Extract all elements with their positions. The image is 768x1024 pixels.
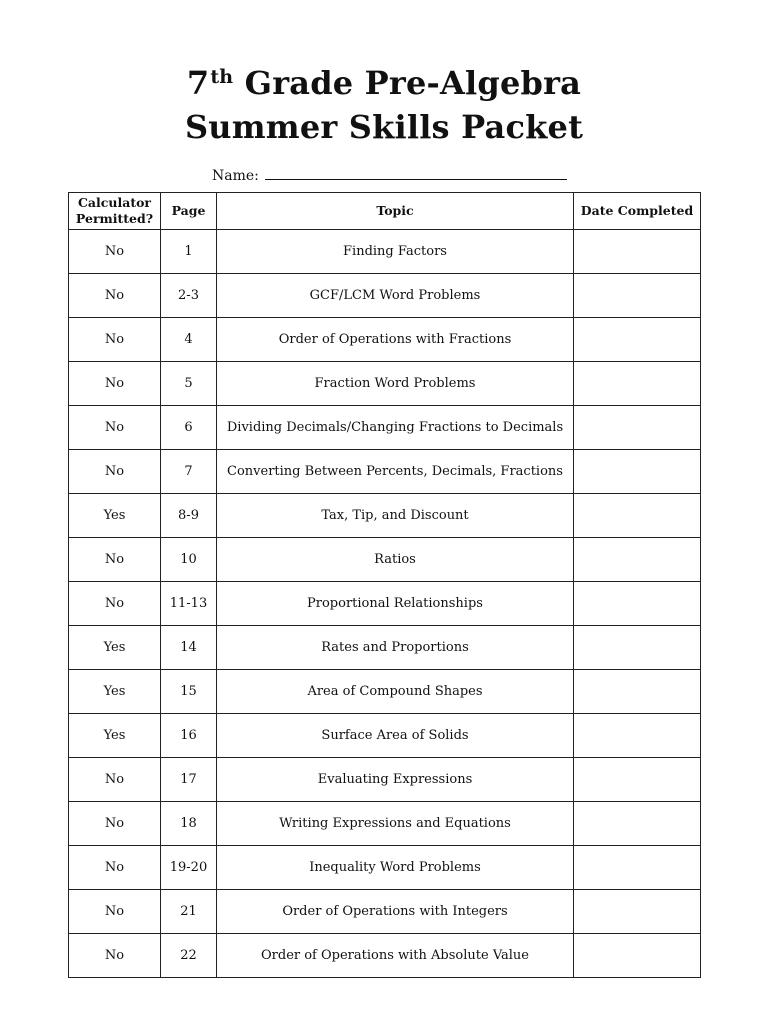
table-row [69, 230, 701, 274]
topic-cell: Tax, Tip, and Discount [217, 494, 574, 538]
topic-cell: Order of Operations with Absolute Value [217, 934, 574, 978]
table-row [69, 274, 701, 318]
date-completed-cell[interactable] [574, 274, 701, 318]
page-cell: 17 [161, 758, 217, 802]
page-cell: 4 [161, 318, 217, 362]
table-row [69, 934, 701, 978]
page-cell: 7 [161, 450, 217, 494]
title-line-1-rest: Grade Pre-Algebra [233, 64, 582, 103]
name-label: Name: [212, 168, 259, 184]
calculator-cell: Yes [69, 670, 161, 714]
calculator-cell: Yes [69, 714, 161, 758]
page-cell: 18 [161, 802, 217, 846]
page-cell: 22 [161, 934, 217, 978]
calculator-cell: No [69, 890, 161, 934]
date-completed-cell[interactable] [574, 362, 701, 406]
page-cell: 1 [161, 230, 217, 274]
topic-cell: Ratios [217, 538, 574, 582]
calculator-cell: No [69, 450, 161, 494]
page-cell: 5 [161, 362, 217, 406]
page-cell: 8-9 [161, 494, 217, 538]
date-completed-cell[interactable] [574, 450, 701, 494]
calculator-cell: Yes [69, 494, 161, 538]
title-line-2: Summer Skills Packet [184, 108, 584, 147]
table-body [69, 230, 701, 978]
table-row [69, 714, 701, 758]
table-row [69, 318, 701, 362]
table-row [69, 450, 701, 494]
table-row [69, 362, 701, 406]
page-cell: 11-13 [161, 582, 217, 626]
topic-cell: Area of Compound Shapes [217, 670, 574, 714]
calculator-cell: No [69, 802, 161, 846]
topic-cell: Order of Operations with Fractions [217, 318, 574, 362]
calculator-cell: No [69, 538, 161, 582]
date-completed-cell[interactable] [574, 494, 701, 538]
header-topic: Topic [217, 193, 574, 230]
topic-cell: Writing Expressions and Equations [217, 802, 574, 846]
date-completed-cell[interactable] [574, 758, 701, 802]
date-completed-cell[interactable] [574, 934, 701, 978]
calculator-cell: No [69, 846, 161, 890]
page-cell: 21 [161, 890, 217, 934]
topic-cell: Surface Area of Solids [217, 714, 574, 758]
calculator-cell: No [69, 582, 161, 626]
topic-cell: Proportional Relationships [217, 582, 574, 626]
table-header-row [69, 193, 701, 230]
name-field-row [212, 164, 567, 186]
calculator-cell: Yes [69, 626, 161, 670]
page-cell: 2-3 [161, 274, 217, 318]
table-row [69, 890, 701, 934]
skills-checklist-table [68, 192, 701, 978]
date-completed-cell[interactable] [574, 714, 701, 758]
page-cell: 19-20 [161, 846, 217, 890]
topic-cell: Order of Operations with Integers [217, 890, 574, 934]
page-cell: 14 [161, 626, 217, 670]
page-cell: 10 [161, 538, 217, 582]
table-row [69, 758, 701, 802]
table-row [69, 626, 701, 670]
topic-cell: Rates and Proportions [217, 626, 574, 670]
topic-cell: Converting Between Percents, Decimals, Fractions [217, 450, 574, 494]
topic-cell: Evaluating Expressions [217, 758, 574, 802]
calculator-cell: No [69, 318, 161, 362]
grade-number: 7 [186, 64, 210, 103]
calculator-cell: No [69, 362, 161, 406]
date-completed-cell[interactable] [574, 230, 701, 274]
table-row [69, 670, 701, 714]
calculator-cell: No [69, 934, 161, 978]
topic-cell: Inequality Word Problems [217, 846, 574, 890]
date-completed-cell[interactable] [574, 406, 701, 450]
topic-cell: Finding Factors [217, 230, 574, 274]
table-row [69, 846, 701, 890]
table-row [69, 494, 701, 538]
topic-cell: Dividing Decimals/Changing Fractions to Decimals [217, 406, 574, 450]
header-date-completed: Date Completed [574, 193, 701, 230]
page-cell: 6 [161, 406, 217, 450]
table-row [69, 582, 701, 626]
date-completed-cell[interactable] [574, 846, 701, 890]
date-completed-cell[interactable] [574, 670, 701, 714]
grade-suffix: th [210, 66, 234, 89]
name-blank-line[interactable] [265, 164, 567, 180]
date-completed-cell[interactable] [574, 802, 701, 846]
calculator-cell: No [69, 758, 161, 802]
table-row [69, 802, 701, 846]
table-row [69, 406, 701, 450]
date-completed-cell[interactable] [574, 890, 701, 934]
page-cell: 15 [161, 670, 217, 714]
topic-cell: Fraction Word Problems [217, 362, 574, 406]
table-row [69, 538, 701, 582]
title-line-1 [0, 61, 768, 105]
date-completed-cell[interactable] [574, 582, 701, 626]
date-completed-cell[interactable] [574, 318, 701, 362]
calculator-cell: No [69, 230, 161, 274]
date-completed-cell[interactable] [574, 626, 701, 670]
page-cell: 16 [161, 714, 217, 758]
page-title [0, 61, 768, 149]
header-page: Page [161, 193, 217, 230]
header-calculator-permitted: Calculator Permitted? [69, 193, 161, 230]
date-completed-cell[interactable] [574, 538, 701, 582]
topic-cell: GCF/LCM Word Problems [217, 274, 574, 318]
calculator-cell: No [69, 274, 161, 318]
calculator-cell: No [69, 406, 161, 450]
